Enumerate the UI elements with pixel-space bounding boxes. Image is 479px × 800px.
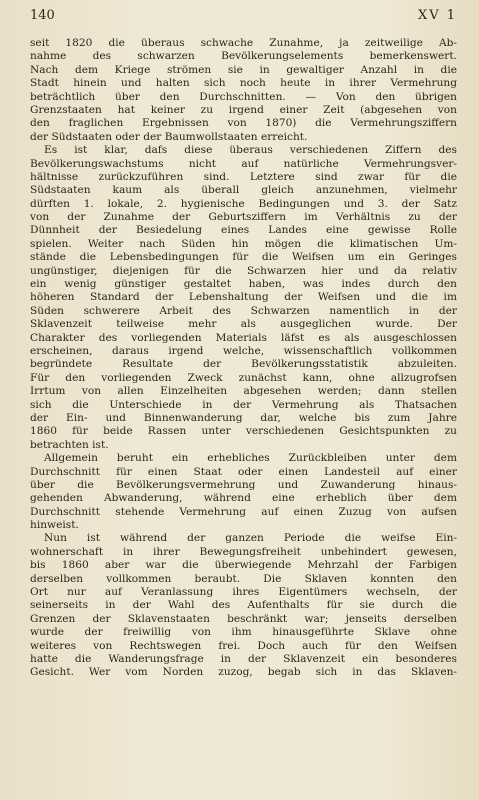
- section-mark: XV 1: [417, 8, 457, 23]
- text-line: hältnisse zurückzuführen sind. Letztere sind zwar für die: [30, 170, 457, 183]
- text-line: ungünstiger, diejenigen für die Schwarzen hier und da relativ: [30, 264, 457, 277]
- page-header: [30, 8, 457, 24]
- text-line: wurde der freiwillig von ihm hinausgeführte Sklave ohne: [30, 626, 457, 639]
- text-line: hatte die Wanderungsfrage in der Sklavenzeit ein besonderes: [30, 652, 457, 665]
- text-line: beträchtlich über den Durchschnitten. — Von den übrigen: [30, 90, 457, 103]
- page-number: 140: [30, 8, 55, 23]
- text-line: über die Bevölkerungsvermehrung und Zuwanderung hinaus-: [30, 478, 457, 491]
- text-line: Charakter des vorliegenden Materials läfst es als ausgeschlossen: [30, 331, 457, 344]
- text-line: erscheinen, daraus irgend welche, wissenschaftlich vollkommen: [30, 344, 457, 357]
- text-line: Nun ist während der ganzen Periode die weifse Ein-: [44, 532, 457, 545]
- text-line: Gesicht. Wer vom Norden zuzog, begab sich in das Sklaven-: [30, 666, 457, 679]
- text-line: Grenzen der Sklavenstaaten beschränkt war; jenseits derselben: [30, 612, 457, 625]
- text-line: Ort nur auf Veranlassung ihres Eigentümers wechseln, der: [30, 586, 457, 599]
- text-line: weiteres von Rechtswegen frei. Doch auch für den Weifsen: [30, 639, 457, 652]
- text-line: seit 1820 die überaus schwache Zunahme, ja zeitweilige Ab-: [30, 37, 457, 49]
- text-line: seinerseits in der Wahl des Aufenthalts für sie durch die: [30, 599, 457, 612]
- text-line: spielen. Weiter nach Süden hin mögen die klimatischen Um-: [30, 237, 457, 250]
- text-line: Sklavenzeit teilweise mehr als ausgeglichen wurde. Der: [30, 318, 457, 331]
- text-line: ein wenig günstiger gestaltet haben, was indes durch den: [30, 278, 457, 291]
- text-line: Dünnheit der Besiedelung eines Landes eine gewisse Rolle: [30, 224, 457, 237]
- text-line: Bevölkerungswachstums nicht auf natürliche Vermehrungsver-: [30, 157, 457, 170]
- text-line: den fraglichen Ergebnissen von 1870) die Vermehrungsziffern: [30, 117, 457, 130]
- text-line: 1860 für beide Rassen unter verschiedenen Gesichtspunkten zu: [30, 425, 457, 438]
- text-line: bis 1860 aber war die überwiegende Mehrzahl der Farbigen: [30, 559, 457, 572]
- text-line: Stadt hinein und halten sich noch heute in ihrer Vermehrung: [30, 77, 457, 90]
- text-line: Südstaaten kaum als überall gleich anzunehmen, vielmehr: [30, 184, 457, 197]
- text-line: von der Zunahme der Geburtsziffern im Verhältnis zu der: [30, 211, 457, 224]
- text-line: dürften 1. lokale, 2. hygienische Bedingungen und 3. der Satz: [30, 197, 457, 210]
- text-line: hinweist.: [30, 519, 79, 532]
- text-line: Durchschnitt für einen Staat oder einen Landesteil auf einer: [30, 465, 457, 478]
- text-line: Süden schwerere Arbeit des Schwarzen namentlich in der: [30, 304, 457, 317]
- text-line: Allgemein beruht ein erhebliches Zurückbleiben unter dem: [44, 452, 457, 465]
- text-line: gehenden Abwanderung, während eine erheblich über dem: [30, 492, 457, 505]
- text-line: wohnerschaft in ihrer Bewegungsfreiheit unbehindert gewesen,: [30, 545, 457, 558]
- text-line: Nach dem Kriege strömen sie in gewaltiger Anzahl in die: [30, 63, 457, 76]
- text-line: höheren Standard der Lebenshaltung der Weifsen und die im: [30, 291, 457, 304]
- text-line: der Südstaaten oder der Baumwollstaaten erreicht.: [30, 130, 308, 143]
- text-line: der Ein- und Binnenwanderung dar, welche bis zum Jahre: [30, 411, 457, 424]
- text-line: Für den vorliegenden Zweck zunächst kann, ohne allzugrofsen: [30, 371, 457, 384]
- text-line: derselben vollkommen beraubt. Die Sklaven konnten den: [30, 572, 457, 585]
- text-line: Es ist klar, dafs diese überaus verschiedenen Ziffern des: [44, 144, 457, 157]
- text-line: nahme des schwarzen Bevölkerungselements bemerkenswert.: [30, 50, 457, 63]
- text-line: sich die Unterschiede in der Vermehrung als Thatsachen: [30, 398, 457, 411]
- text-line: Grenzstaaten hat keiner zu irgend einer Zeit (abgesehen von: [30, 103, 457, 116]
- text-line: Irrtum von allen Einzelheiten abgesehen werden; dann stellen: [30, 385, 457, 398]
- text-line: Durchschnitt stehende Vermehrung auf einen Zuzug von aufsen: [30, 505, 457, 518]
- text-line: stände die Lebensbedingungen für die Weifsen um ein Geringes: [30, 251, 457, 264]
- body-text: [30, 37, 457, 680]
- text-line: begründete Resultate der Bevölkerungsstatistik abzuleiten.: [30, 358, 457, 371]
- text-line: betrachten ist.: [30, 438, 109, 451]
